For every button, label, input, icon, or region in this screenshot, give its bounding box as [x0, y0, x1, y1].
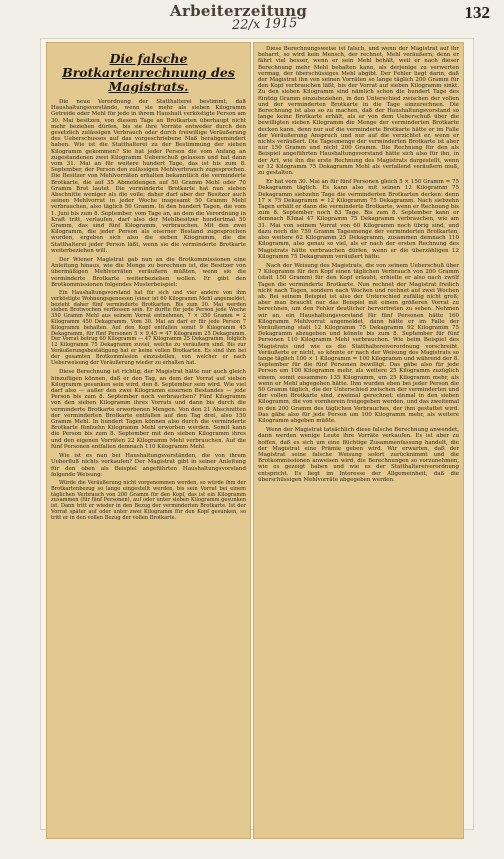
left-paragraph-5: Wie ist es nun bei Haushaltungsvorständen, die von ihrem Ueberfluß nichts verkaufen? Der Magistrat gibt in seiner Anleitung für den oben als Beispiel angeführten Haushaltungsvorstand folgende Weisung:: [51, 453, 246, 478]
left-paragraph-weisung: Würde die Veräußerung nicht vorgenommen werden, so würde ihm der Brotkartenbezug so lange eingestellt werden, bis sein Vorrat bei einem täglichen Verbrauch von 200 Gramm für den Kopf, das ist ein Kilogramm zusammen (für fünf Personen), auf oder unter sieben Kilogramm gesunken ist. Dann tritt er wieder in den Bezug der verminderten Brotkarte. Ist der Vorrat später auf oder unter zwei Kilogramm für den Kopf gesunken, so tritt er in den vollen Bezug der vollen Brotkarte.: [51, 479, 246, 521]
right-paragraph-3: Nach der Weisung des Magistrats, die von seinem Ueberschuß über 7 Kilogramm für den Kopf einen täglichen Verbrauch von 200 Gramm (statt 150 Gramm) für den Kopf erlaubt, erhielte er also nach zwölf Tagen die verminderte Brotkarte. Nun rechnet der Magistrat freilich nicht nach Tagen, sondern nach Wochen und rechnet auf zwei Wochen ab. Bei seinem Beispiel ist also der Unterschied zufällig nicht groß; aber man braucht nur das Beispiel mit einem größeren Vorrat zu berechnen, um den Fehler deutlicher hervortreten zu sehen. Nehmen wir an, ein Haushaltungsvorstand für fünf Personen hätte 160 Kilogramm Mehlvorrat angemeldet, dann hätte er im Falle der Veräußerung statt 12 Kilogramm 75 Dekagramm 92 Kilogramm 75 Dekagramm abzugeben und könnte bis zum 8. September für fünf Personen 110 Kilogramm Mehl verbrauchen. Wie beim Beispiel des Magistrats und wie es die Statthaltereiverordnung vorschreibt. Veräußerte er nicht, so könnte er nach der Weisung des Magistrats so lange täglich 100 × 1 Kilogramm = 100 Kilogramm und während der 8. September für die fünf Personen bewilligt. Das gäbe also für jede Person um 100 Kilogramm mehr, als weitere 25 Kilogramm zuzüglich einem, somit zusammen 135 Kilogramm, um 25 Kilogramm mehr, als wenn er Mehl abgegeben hätte. Ihm wurden eben bei jeder Person die 50 Gramm täglich, die der Unterschied zwischen der verminderten und der vollen Brotkarte sind, zweimal gerechnet: einmal in den sieben Kilogramm, die von vornherein freigegeben werden, und das zweitemal in den 200 Gramm des täglichen Verbrauches, der ihm gestattet wird. Das gäbe also für jede Person um 100 Kilogramm mehr, als weitere Kilogramm abgeben müßte.: [258, 262, 459, 424]
newspaper-masthead: Arbeiterzeitung: [170, 2, 308, 20]
clipping-left-column: [46, 42, 251, 839]
left-paragraph-example: Ein Haushaltungsvorstand hat für sich und vier andere von ihm verköstigte Wohnungsgenossen (einer ist 60 Kilogramm Mehl angemeldet, bezieht daher fünf verminderte Brotkarten. Bis zum 30. Mai werden sieben Brotwochen verflossen sein. Er durfte für jede Person jede Woche 350 Gramm Mehl aus seinem Vorrat entnehmen, 7 × 350 Gramm = 2 Kilogramm 450 Dekagramm. Vom 30. Mai an darf er für jede Person 7 Kilogramm behalten. Auf den Kopf entfallen somit 9 Kilogramm 45 Dekagramm, für fünf Personen 5 × 9,45 = 47 Kilogramm 25 Dekagramm. Der Vorrat betrug 60 Kilogramm — 47 Kilogramm 25 Dekagramm, folglich 12 Kilogramm 75 Dekagramm zuviel, welche zu veräußern sind. Bis zur Veräußerungsbestätigung hat er keine vollen Brotkarten. Es sind ihm bei der gesamten Brotkommission einzustellen, von welcher er nach Ueberweisung der Veräußerung wieder zu erhalten hat.: [51, 290, 246, 366]
handwritten-date: 22/x 1915: [231, 15, 298, 34]
left-paragraph-4: Diese Berechnung ist richtig; der Magistrat hätte nur auch gleich hinzufügen können, daß er den Tag, an dem der Vorrat auf sieben Kilogramm gesunken sein wird, den 8. September sein wird. Wie viel darf also — außer den zwei Kilogramm eisernen Bestandes — jede Person bis zum 8. September noch verbrauchen? Fünf Kilogramm von den sieben Kilogramm ihres Vorrats und dann bis durch die verminderte Brotkarte erworbenen Mengen. Von den 21 Abschnitten der verminderten Brotkarte entfallen auf den Tag drei, also 150 Gramm Mehl. In hundert Tagen können also durch die verminderte Brotkarte fünfzehn Kilogramm Mehl erworben werden. Somit kann die Person bis zum 8. September mit den sieben Kilogramm ihres und den eigenen Vorräten 22 Kilogramm Mehl verbrauchen. Auf die fünf Personen entfallen demnach 110 Kilogramm Mehl.: [51, 369, 246, 450]
article-title: Die falsche Brotkartenrechnung des Magistrats.: [62, 51, 235, 94]
clipping-right-column: [253, 42, 464, 839]
page-number: 132: [464, 3, 490, 22]
left-paragraph-1: Die neue Verordnung der Statthalterei bestimmt, daß Haushaltungsvorstände, wenn sie mehr als sieben Kilogramm Getreide oder Mehl für jede in ihrem Haushalt verköstigte Person am 30. Mai besitzen, von diesem Tage an Brotkarten überhaupt nicht mehr beziehen dürfen, bis sie ihre Vorräte entweder durch den gesetzlich zulässigen Verbrauch oder durch freiwillige Veräußerung des Ueberschusses auf das vorgeschriebene Maß herabgemindert haben. Wie ist die Statthalterei zu der Bestimmung der sieben Kilogramm gekommen? Sie hat jeder Person die vom Anfang an zugestandenen zwei Kilogramm Ueberschuß gelassen und hat dann vom 31. Mai an für weitere hundert Tage, das ist bis zum 8. September, der Person den zulässigen Mehlverbrauch zugesprochen. Die Besitzer von Mehlvorräten erhalten bekanntlich die verminderte Brotkarte, die auf 35 Abmeldungen auf 50 Gramm Mehl oder 70 Gramm Brot lautet. Die verminderte Brotkarte hat nun sieben Abschnitte weniger als die volle; daher darf aber der Besitzer auch seinen Mehlvorrat in jeder Woche insgesamt 50 Gramm Mehl verbrauchen, also täglich 50 Gramm. In den hundert Tagen, die vom 1. Juni bis zum 8. September, vom Tage an, an dem die Verordnung in Kraft tritt, verlaufen, darf also der Mehlbesitzer hundertmal 50 Gramm, das sind fünf Kilogramm, verbrauchen. Mit den zwei Kilogramm, die jeder Person als eiserner Bestand zugesprochen wurden, ergeben sich also die sieben Kilogramm, die die Statthalterei jeder Person läßt, wenn sie die verminderte Brotkarte weiterbeziehen will.: [51, 99, 246, 254]
right-paragraph-1: Diese Berechnungsweise ist falsch, und wenn der Magistrat auf ihr beharrt, so wird kein Mensch, der rechnet, Mehl veräußern; denn er fährt viel besser, wenn er sein Mehl behält, weil er nach dieser Berechnung mehr Mehl behalten kann, als derjenige zu verwerten vermag, der überschüssiges Mehl abgibt. Der Fehler liegt darin, daß der Magistrat ihn von seinen Vorräten so lange täglich 200 Gramm für den Kopf verbrauchen läßt, bis der Vorrat auf sieben Kilogramm sinkt. Zu den sieben Kilogramm sind nämlich schon die hundert Tage des fünfzig Gramm einzubeziehen, in den Unterschied zwischen der vollen und der verminderten Brotkarte in die Tage einzurechnen. Die Berechnung ist also so zu machen, daß der Haushaltungsvorstand so lange keine Brotkarte erhält, als er von dem Ueberschuß über die bewilligten sieben Kilogramm die Menge der verminderten Brotkarte decken kann, denn nur auf die verminderte Brotkarte hätte er im Falle der Veräußerung Anspruch und nur auf die verzichtet er, wenn er nichts veräußert. Die Tagesmenge der verminderten Brotkarte ist aber nur 150 Gramm und nicht 200 Gramm. Die Rechnung für den als Beispiel angeführten Haushaltungsvorstand hätte sich also für ihn, in der Art, wie ihn die erste Rechnung des Magistrats dargestellt, wenn er 12 Kilogramm 75 Dekagramm Mehl als verfallend veräußern muß, zu gestalten.: [258, 46, 459, 177]
right-paragraph-4: Wenn der Magistrat tatsächlich diese falsche Berechnung anwendet, dann werden wenige Leute ihre Vorräte verkaufen. Es ist aber zu hoffen, daß es sich um eine flüchtige Zusammenfassung handelt, die der Magistrat eine Prämie geben wird. Wir erwarten, daß der Magistrat seine falsche Weisung sofort zurücknimmt und die Brotkommissionen anweisen wird, die Berechnungen so vorzunehmen, wie es gezeigt haben und wie es der Statthaltereiverordnung entspricht. Es liegt im Interesse der Allgemeinheit, daß die überschüssigen Mehlvorräte abgegeben werden.: [258, 427, 459, 483]
right-paragraph-2: Er hat vom 30. Mai an für fünf Personen gleich 5 × 150 Gramm = 75 Dekagramm täglich. Es kann also mit seinen 12 Kilogramm 75 Dekagramm siebzehn Tage die verminderten Brotkarten decken: denn 17 × 75 Dekagramm = 12 Kilogramm 75 Dekagramm. Nach siebzehn Tagen erhält er dann die verminderte Brotkarte, wenn er Rechnung bis zum 8. September noch 83 Tage. Bis zum 8. September kann er demnach 83mal 47 Kilogramm 75 Dekagramm verbrauchen, wie am 31. Mai von seinem Vorrat von 60 Kilogramm noch übrig sind, und dazu noch die 750 Gramm Tagesmenge der verminderten Brotkarten, also weitere 62 Kilogramm 25 Dekagramm, zusammen demnach 110 Kilogramm, also genau so viel, als er nach der ersten Rechnung des Magistrats hätte verbrauchen dürfen, wenn er die überzähligen 12 Kilogramm 75 Dekagramm veräußert hätte.: [258, 179, 459, 260]
left-paragraph-2: Der Wiener Magistrat gab nun an die Brotkommissionen eine Anleitung hinaus, wie die Menge zu berechnen ist, die Besitzer von übermäßigen Mehlvorräten veräußern müßten, wenn sie die verminderte Brotkarte weiterbeziehen wollen. Er gibt den Brotkommissionen folgendes Musterbeispiel:: [51, 257, 246, 288]
